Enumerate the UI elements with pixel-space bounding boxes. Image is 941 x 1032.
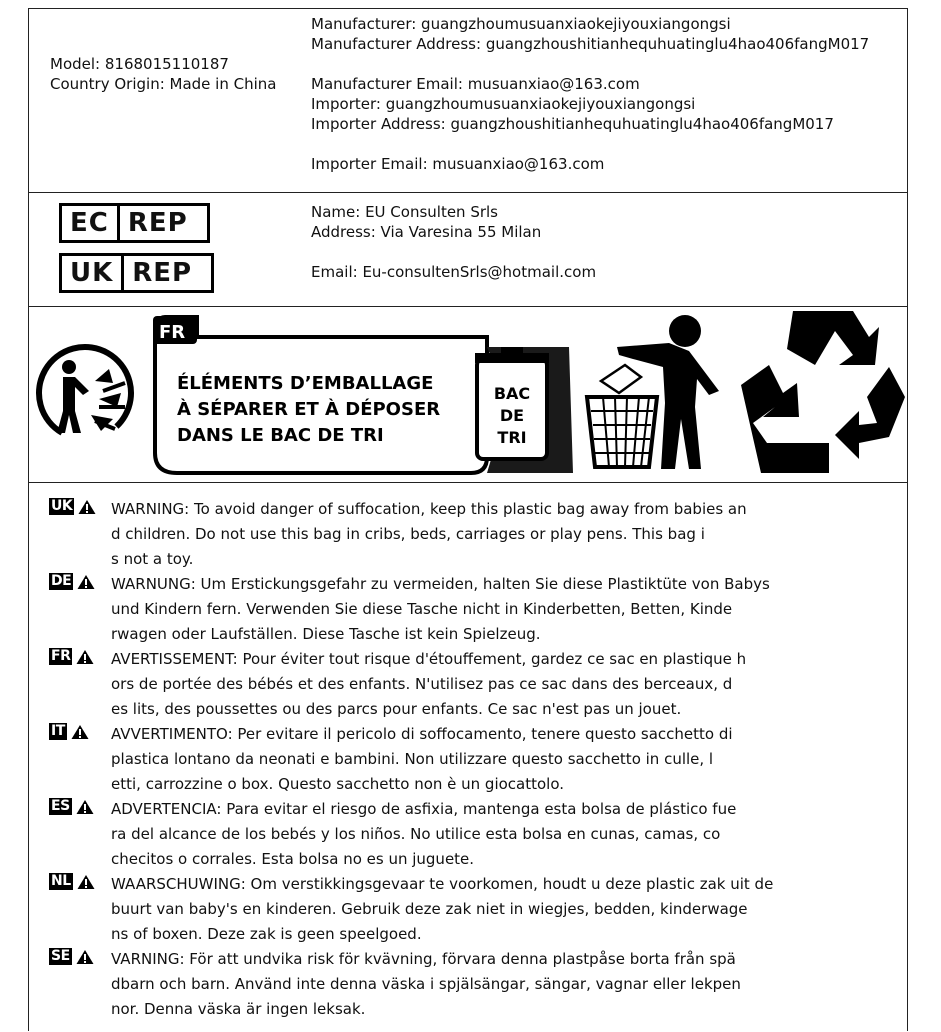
rep-address: Address: Via Varesina 55 Milan [311,223,542,241]
warning-label [49,648,94,665]
warning-line: ors de portée des bébés et des enfants. N'utilisez pas ce sac dans des berceaux, d [111,675,733,693]
tidyman-icon [587,315,719,469]
warning-label [49,873,95,890]
model-origin-block [50,54,276,94]
importer-name: Importer: guangzhoumusuanxiaokejiyouxiangongsi [311,95,696,113]
bin-label-2: DE [499,406,525,425]
warning-triangle-icon [78,499,96,515]
language-code-badge: ES [51,798,70,814]
warning-line: WARNING: To avoid danger of suffocation, keep this plastic bag away from babies an [111,500,747,518]
country-origin: Country Origin: Made in China [50,75,277,93]
uk-rep-label: REP [132,258,193,288]
warning-line: rwagen oder Laufställen. Diese Tasche ist kein Spielzeug. [111,625,541,643]
warning-text [111,497,831,572]
manufacturer-address: Manufacturer Address: guangzhoushitianhequhuatinglu4hao406fangM017 [311,35,870,53]
warning-block [49,872,829,947]
warning-line: nor. Denna väska är ingen leksak. [111,1000,366,1018]
warning-block [49,797,829,872]
warning-label [49,948,94,965]
rep-email: Email: Eu-consultenSrls@hotmail.com [311,263,597,281]
warning-line: AVVERTIMENTO: Per evitare il pericolo di soffocamento, tenere questo sacchetto di [111,725,733,743]
warning-line: AVERTISSEMENT: Pour éviter tout risque d'étouffement, gardez ce sac en plastique h [111,650,747,668]
rep-name: Name: EU Consulten Srls [311,203,499,221]
warning-triangle-icon [76,799,94,815]
warning-line: ns of boxen. Deze zak is geen speelgoed. [111,925,422,943]
language-code-badge: SE [51,948,70,964]
triman-line-3: DANS LE BAC DE TRI [177,425,384,446]
warning-text [111,872,831,947]
warning-block [49,647,829,722]
warning-line: plastica lontano da neonati e bambini. Non utilizzare questo sacchetto in culle, l [111,750,714,768]
manufacturer-importer-block [311,14,869,174]
warning-line: checitos o corrales. Esta bolsa no es un juguete. [111,850,475,868]
warning-block [49,497,829,572]
ec-rep-label: REP [127,208,188,238]
warning-list [49,497,829,1022]
recycle-icon [741,311,905,473]
representative-details [311,202,596,282]
warning-triangle-icon [76,649,94,665]
bin-label-3: TRI [497,428,527,447]
ec-rep-logo [59,203,210,243]
triman-country-code: FR [159,322,186,343]
language-code-badge: NL [51,873,71,889]
warning-label [49,498,96,515]
warning-triangle-icon [71,724,89,740]
language-code-badge: UK [51,498,73,514]
triman-line-1: ÉLÉMENTS D’EMBALLAGE [177,373,434,394]
language-code-badge: IT [51,723,65,739]
triman-line-2: À SÉPARER ET À DÉPOSER [177,399,441,420]
warning-triangle-icon [76,949,94,965]
warning-line: VARNING: För att undvika risk för kvävning, förvara denna plastpåse borta från spä [111,950,736,968]
warning-text [111,797,831,872]
product-label-sheet [28,8,908,1031]
warning-text [111,647,831,722]
warning-line: d children. Do not use this bag in cribs, beds, carriages or play pens. This bag i [111,525,705,543]
representative-section [29,193,907,307]
model-number: Model: 8168015110187 [50,55,229,73]
recycling-section [29,307,907,483]
warning-block [49,947,829,1022]
warning-text [111,947,831,1022]
warning-line: WAARSCHUWING: Om verstikkingsgevaar te voorkomen, houdt u deze plastic zak uit de [111,875,774,893]
warning-label [49,573,95,590]
manufacturer-name: Manufacturer: guangzhoumusuanxiaokejiyouxiangongsi [311,15,731,33]
warning-block [49,722,829,797]
warning-text [111,722,831,797]
warning-triangle-icon [77,874,95,890]
triman-icon [29,330,148,456]
manufacturer-email: Manufacturer Email: musuanxiao@163.com [311,75,640,93]
uk-rep-logo [59,253,214,293]
ec-code: EC [62,206,120,240]
warning-line: buurt van baby's en kinderen. Gebruik deze zak niet in wiegjes, bedden, kinderwage [111,900,748,918]
warning-line: etti, carrozzine o box. Questo sacchetto non è un giocattolo. [111,775,565,793]
importer-email: Importer Email: musuanxiao@163.com [311,155,605,173]
warning-line: ADVERTENCIA: Para evitar el riesgo de asfixia, mantenga esta bolsa de plástico fue [111,800,737,818]
warning-label [49,723,89,740]
bin-label-1: BAC [493,384,531,403]
warning-block [49,572,829,647]
warning-line: WARNUNG: Um Erstickungsgefahr zu vermeiden, halten Sie diese Plastiktüte von Babys [111,575,770,593]
warnings-section [29,483,907,1032]
warning-label [49,798,94,815]
warning-line: dbarn och barn. Använd inte denna väska i spjälsängar, sängar, vagnar eller lekpen [111,975,741,993]
warning-triangle-icon [77,574,95,590]
warning-line: s not a toy. [111,550,194,568]
language-code-badge: FR [51,648,71,664]
warning-text [111,572,831,647]
warning-line: ra del alcance de los bebés y los niños. No utilice esta bolsa en cunas, camas, co [111,825,721,843]
warning-line: und Kindern fern. Verwenden Sie diese Tasche nicht in Kinderbetten, Betten, Kinde [111,600,733,618]
language-code-badge: DE [51,573,72,589]
uk-code: UK [62,256,124,290]
importer-address: Importer Address: guangzhoushitianhequhuatinglu4hao406fangM017 [311,115,834,133]
product-info-section [29,9,907,193]
warning-line: es lits, des poussettes ou des parcs pour enfants. Ce sac n'est pas un jouet. [111,700,682,718]
